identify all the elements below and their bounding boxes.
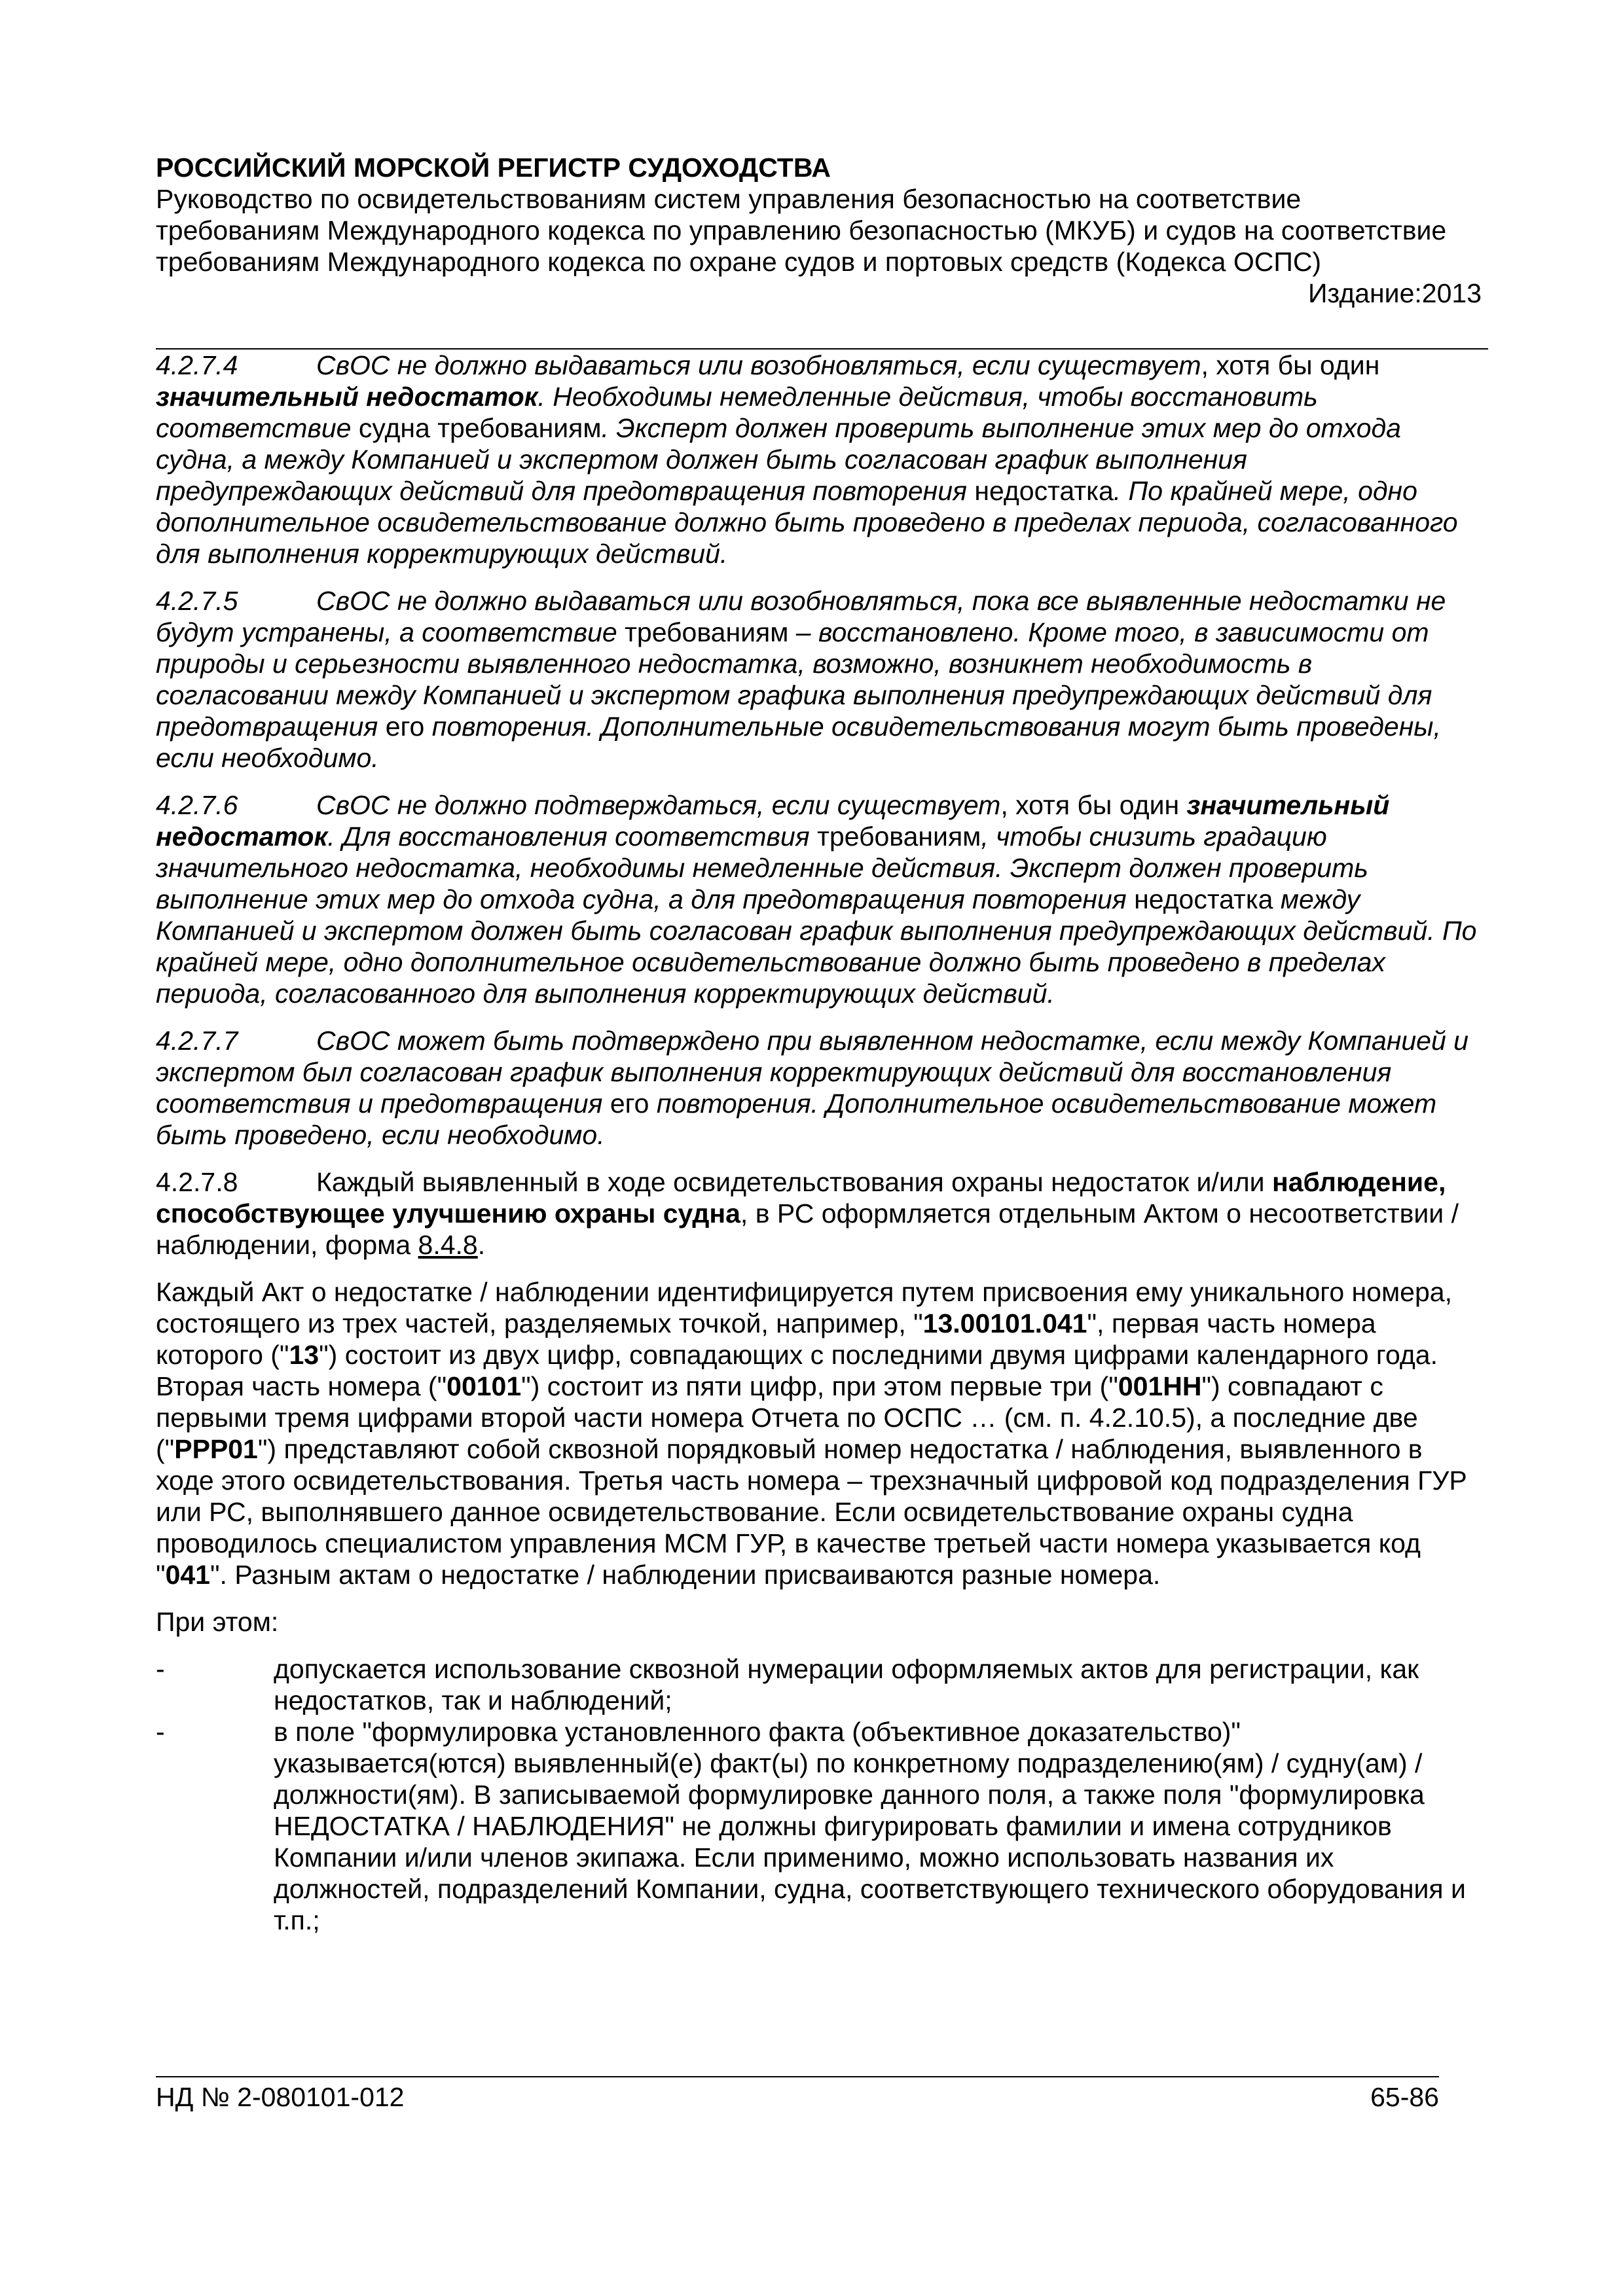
text-run: СвОС может быть подтверждено при выявленном недостатке, если между Компанией и экспертом был согласован график выполнения корректирующих действий для восстановления соответствия и предотвращения (156, 1026, 1468, 1119)
section-4-2-7-6 (156, 789, 1478, 1009)
document-page (156, 0, 1488, 2296)
number-example: 13.00101.041 (922, 1308, 1087, 1338)
edition-label: Издание:2013 (1307, 278, 1482, 308)
dash-marker: - (156, 1654, 165, 1684)
section-4-2-7-4 (156, 350, 1478, 569)
form-reference-link[interactable]: 8.4.8 (418, 1230, 478, 1260)
section-4-2-7-8 (156, 1166, 1478, 1261)
bullet-list (156, 1653, 1478, 1936)
text-run: . По крайней мере, одно дополнительное освидетельствование должно быть проведено в пределах периода, согласованного для выполнения корректирующих действий. (156, 476, 1458, 569)
numbering-paragraph (156, 1276, 1478, 1590)
emphasis-term: значительный недостаток (156, 790, 1390, 852)
text-run: Каждый Акт о недостатке / наблюдении идентифицируется путем присвоения ему уникального номера, состоящего из трех частей, разделяемых точкой, например, " (156, 1277, 1452, 1338)
section-number: 4.2.7.5 (156, 586, 238, 616)
text-run: повторения. Дополнительные освидетельствования могут быть проведены, если необходимо. (156, 711, 1441, 773)
text-run: ") состоит из пяти цифр, при этом первые три (" (521, 1371, 1118, 1401)
text-run: . Для восстановления соответствия (327, 821, 810, 852)
text-run: требованиям (617, 617, 789, 647)
text-run: Каждый выявленный в ходе освидетельствования охраны недостаток и/или (316, 1167, 1272, 1197)
number-part: 041 (165, 1560, 210, 1590)
section-number: 4.2.7.8 (156, 1167, 238, 1197)
document-body (156, 350, 1478, 1936)
text-run: . Необходимы немедленные действия, чтобы восстановить соответствие (156, 382, 1318, 443)
text-run: повторения. Дополнительное освидетельствование может быть проведено, если необходимо. (156, 1088, 1437, 1150)
dash-marker: - (156, 1717, 165, 1747)
document-header (156, 152, 1488, 309)
list-intro: При этом: (156, 1607, 279, 1637)
text-run: , чтобы снизить градацию значительного недостатка, необходимы немедленные действия. Эксперт должен проверить выполнение этих мер до отхода судна, а для предотвращения повторения (156, 821, 1368, 914)
text-run: ") представляют собой сквозной порядковый номер недостатка / наблюдения, выявленного в ходе этого освидетельствования. Третья часть номера – трехзначный цифровой код подразделения ГУР или РС, выполнявшего данное освидетельствование. Если освидетельствование охраны судна проводилось специалистом управления МСМ ГУР, в качестве третьей части номера указывается код " (156, 1434, 1467, 1590)
list-item (156, 1653, 1478, 1716)
text-run: – восстановлено. Кроме того, в зависимости от природы и серьезности выявленного недостатка, возможно, возникнет необходимость в согласовании между Компанией и экспертом графика выполнения предупреждающих действий для предотвращения (156, 617, 1432, 742)
text-run: , в РС оформляется отдельным Актом о несоответствии / наблюдении, форма (156, 1198, 1459, 1260)
list-item-text: в поле "формулировка установленного факта (объективное доказательство)" указывается(ются) выявленный(е) факт(ы) по конкретному подразделению(ям) / судну(ам) / должности(ям). В записываемой формулировке данного поля, а также поля "формулировка НЕДОСТАТКА / НАБЛЮДЕНИЯ" не должны фигурировать фамилии и имена сотрудников Компании и/или членов экипажа. Если применимо, можно использовать названия их должностей, подразделений Компании, судна, соответствующего технического оборудования и т.п.; (274, 1717, 1466, 1935)
document-number: НД № 2-080101-012 (156, 2082, 405, 2112)
text-run: . Эксперт должен проверить выполнение этих мер до отхода судна, а между Компанией и экспертом должен быть согласован график выполнения предупреждающих действий для предотвращения повторения (156, 413, 1401, 506)
text-run: недостатка (966, 476, 1114, 506)
footer-divider (156, 2076, 1439, 2077)
emphasis-term: наблюдение, способствующее улучшению охраны судна (156, 1167, 1446, 1229)
number-part: 001НН (1118, 1371, 1202, 1401)
number-part: РРР01 (174, 1434, 258, 1464)
text-run: ") состоит из двух цифр, совпадающих с последними двумя цифрами календарного года. Вторая часть номера (" (156, 1340, 1438, 1401)
page-number: 65-86 (1370, 2082, 1439, 2112)
section-number: 4.2.7.6 (156, 790, 238, 820)
organization-title: РОССИЙСКИЙ МОРСКОЙ РЕГИСТР СУДОХОДСТВА (156, 152, 831, 183)
text-run: СвОС не должно подтверждаться, если существует (316, 790, 1001, 820)
section-number: 4.2.7.4 (156, 350, 238, 380)
text-run: судна требованиям (351, 413, 602, 443)
text-run: недостатка (1126, 884, 1273, 914)
text-run: СвОС не должно выдаваться или возобновляться, если существует (316, 350, 1201, 380)
text-run: , хотя бы один (1201, 350, 1380, 380)
text-run: ". Разным актам о недостатке / наблюдении присваиваются разные номера. (210, 1560, 1161, 1590)
text-run: . (477, 1230, 486, 1260)
text-run: требованиям (809, 821, 981, 852)
section-number: 4.2.7.7 (156, 1026, 238, 1056)
text-run: его (378, 711, 425, 742)
text-run: ") совпадают с первыми тремя цифрами второй части номера Отчета по ОСПС … (см. п. 4.2.10.5), а последние две (" (156, 1371, 1418, 1464)
text-run: , хотя бы один (1000, 790, 1187, 820)
list-item (156, 1716, 1478, 1936)
section-4-2-7-7 (156, 1025, 1478, 1151)
text-run: между Компанией и экспертом должен быть согласован график выполнения предупреждающих действий. По крайней мере, одно дополнительное освидетельствование должно быть проведено в пределах периода, согласованного для выполнения корректирующих действий. (156, 884, 1477, 1009)
text-run: его (602, 1088, 649, 1119)
section-4-2-7-5 (156, 585, 1478, 774)
text-run: ", первая часть номера которого (" (156, 1308, 1376, 1370)
number-part: 13 (289, 1340, 319, 1370)
text-run: СвОС не должно выдаваться или возобновляться, пока все выявленные недостатки не будут устранены, а соответствие (156, 586, 1446, 647)
list-item-text: допускается использование сквозной нумерации оформляемых актов для регистрации, как недостатков, так и наблюдений; (274, 1654, 1419, 1715)
document-subtitle: Руководство по освидетельствованиям систем управления безопасностью на соответствие требованиям Международного кодекса по управлению безопасностью (МКУБ) и судов на соответствие требованиям Международного кодекса по охране судов и портовых средств (Кодекса ОСПС) (156, 184, 1447, 277)
emphasis-term: значительный недостаток (156, 382, 538, 412)
number-part: 00101 (447, 1371, 522, 1401)
